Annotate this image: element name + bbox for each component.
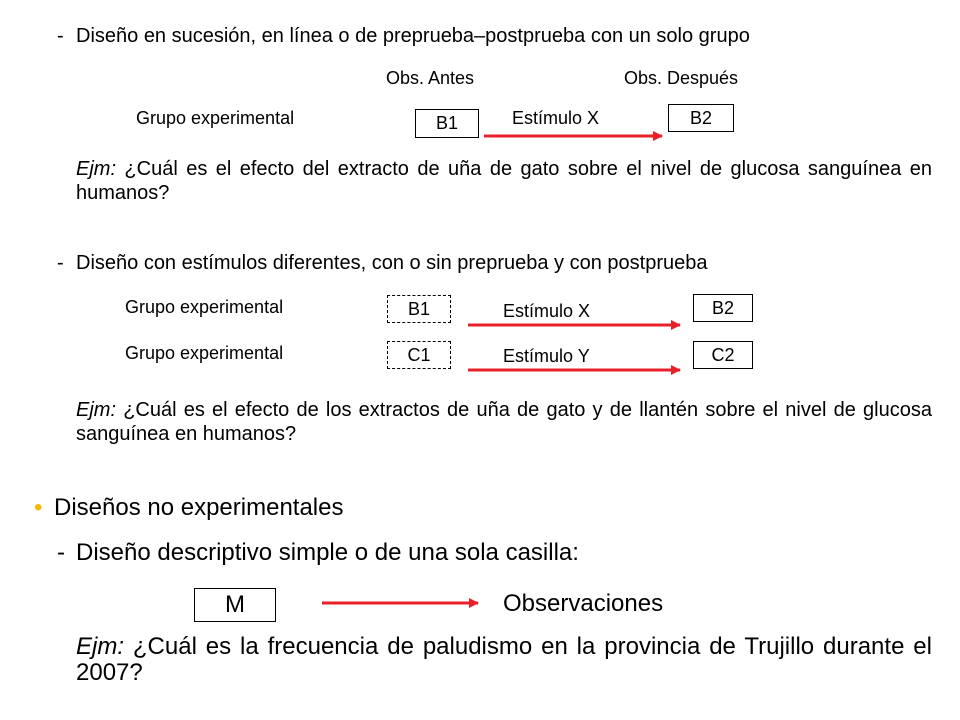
box-c2: C2 [693,341,753,369]
section1-heading: Diseño en sucesión, en línea o de preprueba–postprueba con un solo grupo [76,25,750,47]
section2-heading: Diseño con estímulos diferentes, con o sin preprueba y con postprueba [76,252,708,274]
section1-example [76,157,932,205]
group-label-2: Grupo experimental [125,343,284,363]
box-c1-dotted: C1 [387,341,451,369]
bullet-icon: • [34,494,43,521]
example-text: ¿Cuál es la frecuencia de paludismo en la provincia de Trujillo durante el 2007? [76,633,932,686]
section2-example [76,398,932,446]
observations-label: Observaciones [503,590,664,617]
example-text: ¿Cuál es el efecto del extracto de uña de gato sobre el nivel de glucosa sanguínea en humanos? [76,158,932,204]
example-prefix: Ejm: [76,633,124,660]
section3-example [76,634,932,686]
section3-dash: - [57,539,65,566]
box-b2-second: B2 [693,294,753,322]
section1-dash: - [57,25,64,47]
box-m: M [194,588,276,622]
section3-subheading: Diseño descriptivo simple o de una sola casilla: [76,539,579,566]
example-prefix: Ejm: [76,158,116,180]
section3-heading: Diseños no experimentales [54,494,344,521]
group-label-1: Grupo experimental [125,297,284,317]
obs-before-label: Obs. Antes [386,68,475,88]
example-text: ¿Cuál es el efecto de los extractos de uña de gato y de llantén sobre el nivel de glucosa sanguínea en humanos? [76,399,932,445]
obs-after-label: Obs. Después [624,68,739,88]
box-b1-dotted: B1 [387,295,451,323]
example-prefix: Ejm: [76,399,116,421]
box-b1: B1 [415,109,479,138]
box-b2: B2 [668,104,734,132]
group-label: Grupo experimental [136,108,295,128]
stimulus-label: Estímulo X [512,108,600,128]
stimulus-y-label: Estímulo Y [503,346,590,366]
section2-dash: - [57,252,64,274]
stimulus-x-label: Estímulo X [503,301,591,321]
